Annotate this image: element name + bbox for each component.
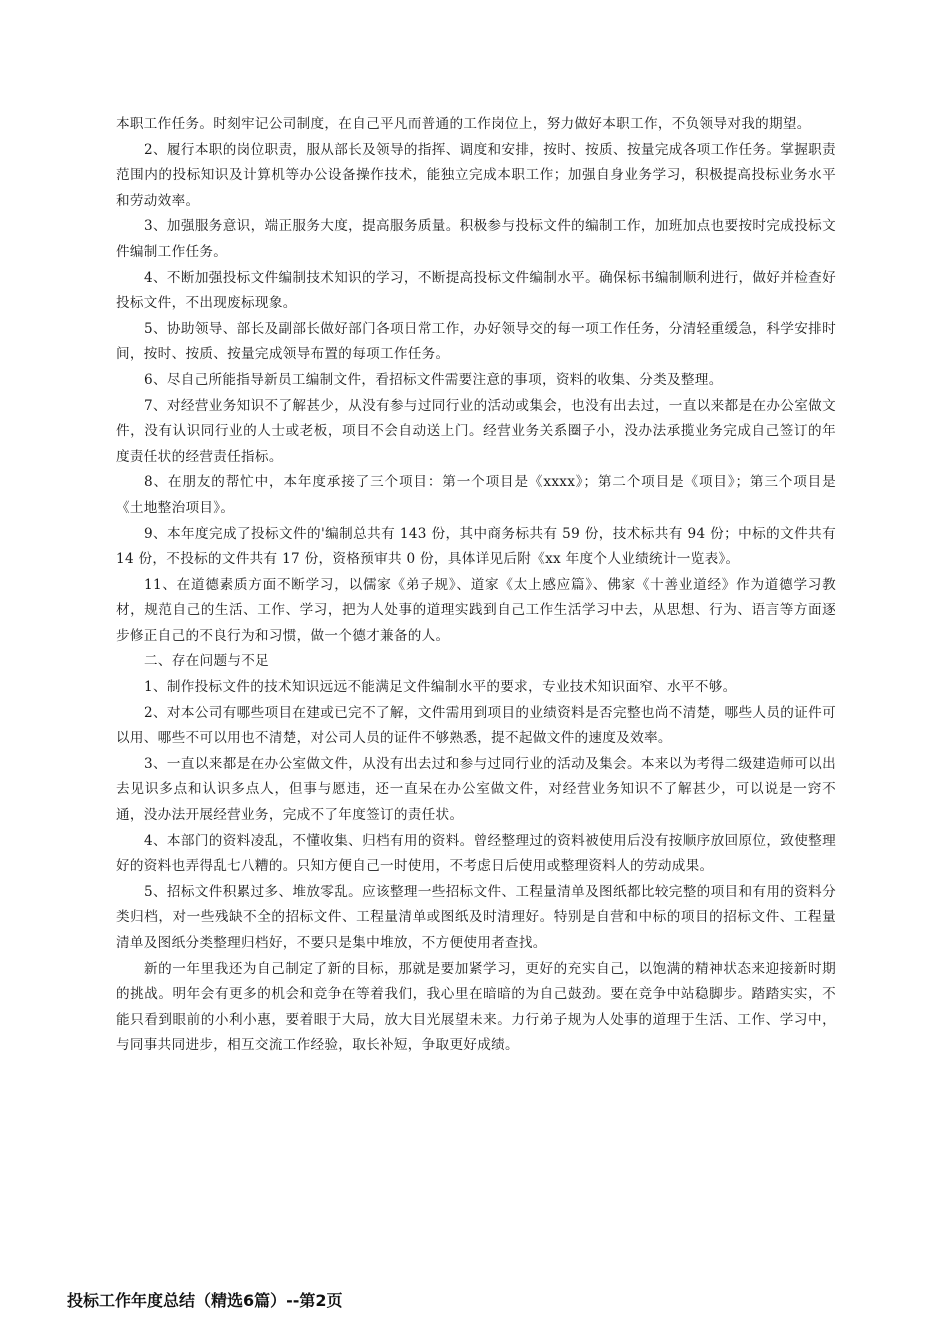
paragraph-continuation: 本职工作任务。时刻牢记公司制度，在自己平凡而普通的工作岗位上，努力做好本职工作，不负领导对我的期望。 [116, 116, 811, 132]
problem-item-4: 4、本部门的资料凌乱，不懂收集、归档有用的资料。曾经整理过的资料被使用后没有按顺序放回原位，致使整理好的资料也弄得乱七八糟的。只知方便自己一时使用，不考虑日后使用或整理资料人的劳动成果。 [116, 832, 836, 875]
paragraph-item-6: 6、尽自己所能指导新员工编制文件，看招标文件需要注意的事项，资料的收集、分类及整理。 [144, 371, 723, 388]
paragraph-item-11: 11、在道德素质方面不断学习，以儒家《弟子规》、道家《太上感应篇》、佛家《十善业道经》作为道德学习教材，规范自己的生活、工作、学习，把为人处事的道理实践到自己工作生活学习中去，从思想、行为、语言等方面逐步修正自己的不良行为和习惯，做一个德才兼备的人。 [116, 576, 836, 644]
document-body [116, 112, 836, 1059]
problem-item-3: 3、一直以来都是在办公室做文件，从没有出去过和参与过同行业的活动及集会。本来以为考得二级建造师可以出去见识多点和认识多点人，但事与愿违，还一直呆在办公室做文件，对经营业务知识不了解甚少，可以说是一窍不通，没办法开展经营业务，完成不了年度签订的责任状。 [116, 755, 836, 824]
paragraph-item-7: 7、对经营业务知识不了解甚少，从没有参与过同行业的活动或集会，也没有出去过，一直以来都是在办公室做文件，没有认识同行业的人士或老板，项目不会自动送上门。经营业务关系圈子小，没办法承揽业务完成自己签订的年度责任状的经营责任指标。 [116, 397, 836, 465]
paragraph-item-8: 8、在朋友的帮忙中，本年度承接了三个项目：第一个项目是《xxxx》；第二个项目是《项目》；第三个项目是《土地整治项目》。 [116, 474, 836, 516]
page-footer: 投标工作年度总结（精选6篇）--第2页 [67, 1291, 343, 1310]
paragraph-item-4: 4、不断加强投标文件编制技术知识的学习，不断提高投标文件编制水平。确保标书编制顺利进行，做好并检查好投标文件，不出现废标现象。 [116, 269, 836, 312]
paragraph-item-2: 2、履行本职的岗位职责，服从部长及领导的指挥、调度和安排，按时、按质、按量完成各项工作任务。掌握职责范围内的投标知识及计算机等办公设备操作技术，能独立完成本职工作；加强自身业务学习，积极提高投标业务水平和劳动效率。 [116, 141, 836, 209]
closing-paragraph: 新的一年里我还为自己制定了新的目标，那就是要加紧学习，更好的充实自己，以饱满的精神状态来迎接新时期的挑战。明年会有更多的机会和竞争在等着我们，我心里在暗暗的为自己鼓劲。要在竞争中站稳脚步。踏踏实实，不能只看到眼前的小利小惠，要着眼于大局，放大目光展望未来。力行弟子规为人处事的道理于生活、工作、学习中，与同事共同进步，相互交流工作经验，取长补短，争取更好成绩。 [116, 960, 836, 1054]
paragraph-item-5: 5、协助领导、部长及副部长做好部门各项日常工作，办好领导交的每一项工作任务，分清轻重缓急，科学安排时间，按时、按质、按量完成领导布置的每项工作任务。 [116, 320, 836, 363]
problem-item-1: 1、制作投标文件的技术知识远远不能满足文件编制水平的要求，专业技术知识面窄、水平不够。 [144, 679, 737, 696]
problem-item-2: 2、对本公司有哪些项目在建或已完不了解，文件需用到项目的业绩资料是否完整也尚不清楚，哪些人员的证件可以用、哪些不可以用也不清楚，对公司人员的证件不够熟悉，提不起做文件的速度及效率。 [116, 704, 836, 747]
problem-item-5: 5、招标文件积累过多、堆放零乱。应该整理一些招标文件、工程量清单及图纸都比较完整的项目和有用的资料分类归档，对一些残缺不全的招标文件、工程量清单或图纸及时清理好。特别是自营和中标的项目的招标文件、工程量清单及图纸分类整理归档好，不要只是集中堆放，不方便使用者查找。 [116, 883, 836, 951]
section-heading: 二、存在问题与不足 [144, 653, 270, 670]
paragraph-item-9: 9、本年度完成了投标文件的'编制总共有 143 份，其中商务标共有 59 份，技术标共有 94 份；中标的文件共有 14 份，不投标的文件共有 17 份，资格预审共 0 份，具体详见后附《xx 年度个人业绩统计一览表》。 [116, 525, 836, 568]
paragraph-item-3: 3、加强服务意识，端正服务大度，提高服务质量。积极参与投标文件的编制工作，加班加点也要按时完成投标文件编制工作任务。 [116, 218, 836, 260]
